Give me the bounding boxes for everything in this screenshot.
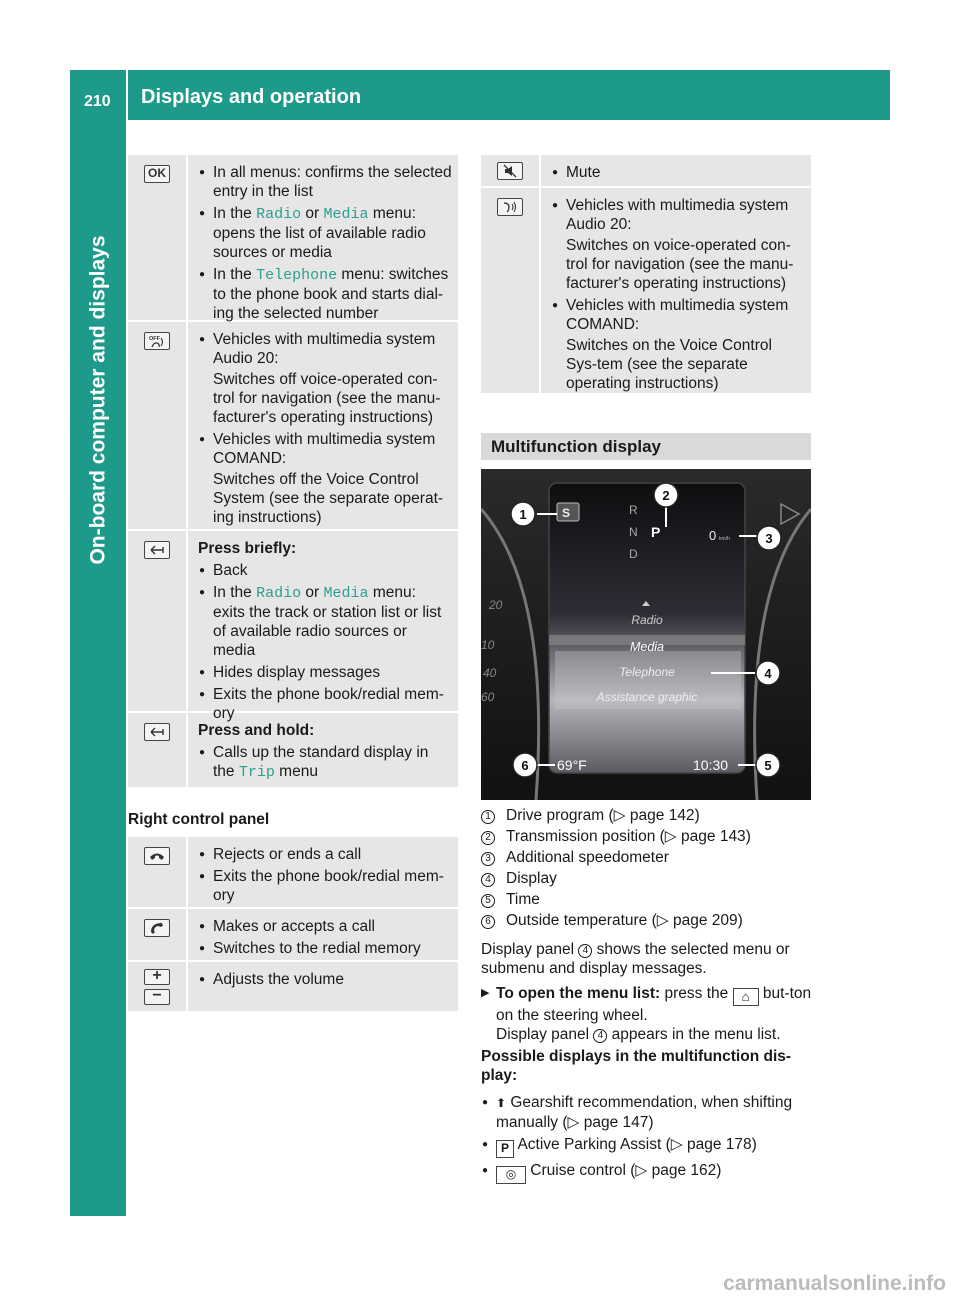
menu-item-radio: Radio bbox=[631, 613, 663, 627]
menu-item-media: Media bbox=[629, 640, 665, 654]
possible-displays-heading: Possible displays in the multifunction dis-play: bbox=[481, 1048, 792, 1084]
gear-d: D bbox=[629, 547, 638, 561]
back-button-icon bbox=[144, 541, 170, 559]
svg-text:OFF: OFF bbox=[149, 336, 160, 342]
table-row bbox=[128, 909, 458, 962]
desc-cell bbox=[188, 837, 458, 907]
callout-legend bbox=[481, 806, 811, 932]
page-title: Displays and operation bbox=[141, 86, 362, 108]
outside-temperature: 69°F bbox=[557, 757, 587, 773]
home-key-icon: ⌂ bbox=[733, 988, 759, 1006]
legend-item: 5 Time bbox=[481, 890, 811, 911]
desc-cell bbox=[188, 155, 458, 320]
watermark: carmanualsonline.info bbox=[723, 1272, 946, 1295]
key-cell bbox=[128, 837, 188, 907]
key-cell bbox=[128, 713, 188, 787]
list-item: ● Vehicles with multimedia system Audio 20: Switches off voice-operated con-trol for navigation (see the manu-facturer's operating instructions) bbox=[198, 330, 452, 427]
legend-item: 6 Outside temperature (▷ page 209) bbox=[481, 911, 811, 932]
callout-4: 4 bbox=[764, 666, 772, 681]
page-number: 210 bbox=[84, 93, 111, 110]
mute-icon bbox=[497, 162, 523, 180]
back-button-icon bbox=[144, 723, 170, 741]
voice-control-icon bbox=[497, 198, 523, 216]
display-panel-paragraph: Display panel 4 shows the selected menu or submenu and display messages. bbox=[481, 941, 790, 977]
table-row bbox=[128, 962, 458, 1011]
clock-time: 10:30 bbox=[693, 757, 729, 773]
key-cell bbox=[128, 531, 188, 711]
callout-2: 2 bbox=[662, 488, 670, 503]
table-row bbox=[128, 155, 458, 322]
drive-program-label: S bbox=[562, 506, 571, 520]
side-tab-text: On-board computer and displays bbox=[86, 235, 110, 565]
ok-button-icon: OK bbox=[144, 165, 170, 183]
gear-p: P bbox=[651, 524, 661, 540]
speed-unit: km/h bbox=[719, 536, 730, 542]
list-item: ● Vehicles with multimedia system COMAND: Switches on the Voice Control Sys-tem (see the separate operating instructions) bbox=[551, 296, 805, 393]
list-item: ● In the Radio or Media menu: exits the track or station list or list of available radio sources or media bbox=[198, 583, 452, 660]
multifunction-display-heading: Multifunction display bbox=[481, 433, 811, 460]
right-control-panel-table bbox=[128, 837, 458, 1011]
key-cell bbox=[128, 155, 188, 320]
left-key-table bbox=[128, 155, 458, 787]
voice-off-icon bbox=[144, 332, 170, 350]
accept-call-icon bbox=[144, 919, 170, 937]
gauge-number: 10 bbox=[481, 638, 495, 652]
gearshift-arrow-icon: ⬆ bbox=[496, 1096, 507, 1110]
callout-1: 1 bbox=[519, 507, 527, 522]
legend-item: 1 Drive program (▷ page 142) bbox=[481, 806, 811, 827]
legend-item: 3 Additional speedometer bbox=[481, 848, 811, 869]
header-divider bbox=[126, 70, 128, 120]
list-item: ● In all menus: confirms the selected entry in the list bbox=[198, 163, 452, 201]
list-item: ● Makes or accepts a call bbox=[198, 917, 452, 936]
end-call-icon bbox=[144, 847, 170, 865]
press-briefly-heading: Press briefly: bbox=[198, 540, 297, 557]
key-cell bbox=[481, 188, 541, 393]
cruise-control-icon: ◎ bbox=[496, 1166, 526, 1184]
key-cell bbox=[481, 155, 541, 186]
desc-cell bbox=[188, 713, 458, 787]
open-menu-step: ▶ To open the menu list: press the ⌂ but-ton on the steering wheel. Display panel 4 appears in the menu list. bbox=[481, 984, 813, 1044]
list-item: ● Vehicles with multimedia system Audio 20: Switches on voice-operated con-trol for navigation (see the manu-facturer's operating instructions) bbox=[551, 196, 805, 293]
parking-key-icon: P bbox=[496, 1140, 514, 1158]
list-item: ● Mute bbox=[551, 163, 805, 182]
list-item: ● Calls up the standard display in the Trip menu bbox=[198, 743, 452, 782]
callout-3: 3 bbox=[765, 531, 773, 546]
table-row bbox=[128, 531, 458, 722]
table-row bbox=[128, 322, 458, 531]
gear-n: N bbox=[629, 525, 638, 539]
desc-cell bbox=[541, 155, 811, 186]
gauge-number: 40 bbox=[483, 666, 497, 680]
key-cell bbox=[128, 962, 188, 1011]
key-cell bbox=[128, 322, 188, 529]
key-cell bbox=[128, 909, 188, 960]
right-key-table bbox=[481, 155, 811, 393]
list-item: ● In the Telephone menu: switches to the phone book and starts dial-ing the selected number bbox=[198, 265, 452, 323]
table-row bbox=[128, 713, 458, 787]
desc-cell bbox=[188, 322, 458, 529]
instrument-cluster-image bbox=[481, 469, 811, 800]
menu-item-assistance-graphic: Assistance graphic bbox=[596, 690, 698, 704]
gauge-number: 60 bbox=[481, 690, 495, 704]
list-item: ● Back bbox=[198, 561, 452, 580]
desc-cell bbox=[188, 909, 458, 960]
table-row bbox=[128, 837, 458, 909]
desc-cell bbox=[188, 531, 458, 722]
callout-6: 6 bbox=[521, 758, 529, 773]
right-control-panel-heading: Right control panel bbox=[128, 811, 270, 828]
desc-cell bbox=[188, 962, 458, 1011]
possible-displays-list bbox=[481, 1093, 813, 1187]
list-item: ● Exits the phone book/redial mem-ory bbox=[198, 685, 452, 723]
gauge-number: 20 bbox=[489, 598, 503, 612]
list-item: ● ⬆ Gearshift recommendation, when shifting manually (▷ page 147) bbox=[481, 1093, 813, 1132]
list-item: ● Adjusts the volume bbox=[198, 970, 452, 989]
list-item: ● Hides display messages bbox=[198, 663, 452, 682]
table-row bbox=[481, 188, 811, 393]
legend-item: 4 Display bbox=[481, 869, 811, 890]
volume-plus-minus-icon: + − bbox=[144, 969, 170, 1011]
speed-value: 0 bbox=[709, 528, 717, 543]
list-item: ● Rejects or ends a call bbox=[198, 845, 452, 864]
legend-item: 2 Transmission position (▷ page 143) bbox=[481, 827, 811, 848]
list-item: ● Vehicles with multimedia system COMAND: Switches off the Voice Control System (see the separate operat-ing instructions) bbox=[198, 430, 452, 527]
desc-cell bbox=[541, 188, 811, 393]
list-item: ● ◎ Cruise control (▷ page 162) bbox=[481, 1161, 813, 1184]
menu-item-telephone: Telephone bbox=[619, 665, 675, 679]
press-hold-heading: Press and hold: bbox=[198, 722, 315, 739]
list-item: ● In the Radio or Media menu: opens the list of available radio sources or media bbox=[198, 204, 452, 262]
list-item: ● Switches to the redial memory bbox=[198, 939, 452, 958]
instrument-cluster-svg bbox=[481, 469, 811, 800]
gear-r: R bbox=[629, 503, 638, 517]
list-item: ● P Active Parking Assist (▷ page 178) bbox=[481, 1135, 813, 1158]
table-row bbox=[481, 155, 811, 188]
list-item: ● Exits the phone book/redial mem-ory bbox=[198, 867, 452, 905]
callout-5: 5 bbox=[764, 758, 772, 773]
